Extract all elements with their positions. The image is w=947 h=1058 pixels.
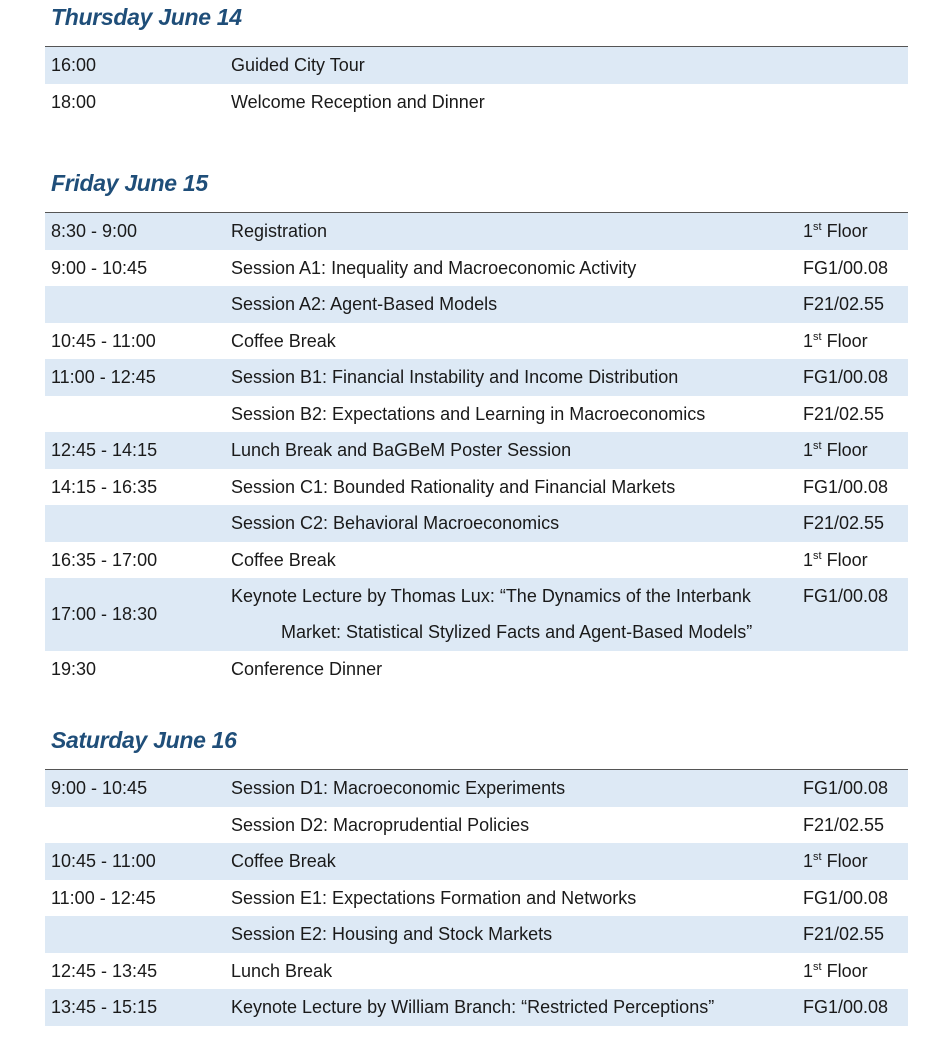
event-cell xyxy=(231,578,752,650)
time-cell: 13:45 - 15:15 xyxy=(51,997,158,1017)
event-cell: Lunch Break xyxy=(231,960,333,981)
room-cell: F21/02.55 xyxy=(803,513,885,533)
day-title: Saturday June 16 xyxy=(51,727,237,753)
day-title: Thursday June 14 xyxy=(51,4,242,30)
schedule-table xyxy=(45,212,908,688)
schedule-row xyxy=(45,359,908,396)
time-cell: 9:00 - 10:45 xyxy=(51,257,148,278)
event-cell: Coffee Break xyxy=(231,549,336,570)
time-cell: 9:00 - 10:45 xyxy=(51,778,148,798)
event-cell: Keynote Lecture by William Branch: “Restricted Perceptions” xyxy=(231,997,715,1017)
event-cell: Session A1: Inequality and Macroeconomic Activity xyxy=(231,257,637,278)
time-cell: 11:00 - 12:45 xyxy=(51,367,156,387)
schedule-row xyxy=(45,542,908,579)
event-line: Keynote Lecture by Thomas Lux: “The Dynamics of the Interbank xyxy=(231,586,751,606)
schedule-row xyxy=(45,989,908,1026)
schedule-row xyxy=(45,323,908,360)
event-cell: Welcome Reception and Dinner xyxy=(231,91,485,112)
event-cell: Conference Dinner xyxy=(231,659,383,679)
schedule-row xyxy=(45,47,908,84)
room-cell: FG1/00.08 xyxy=(803,586,889,606)
room-cell: 1st Floor xyxy=(803,549,868,570)
schedule-row xyxy=(45,651,908,688)
event-cell: Session B1: Financial Instability and Income Distribution xyxy=(231,367,679,387)
room-cell: FG1/00.08 xyxy=(803,887,889,908)
room-cell: FG1/00.08 xyxy=(803,476,889,497)
schedule-row xyxy=(45,250,908,287)
time-cell: 12:45 - 13:45 xyxy=(51,960,158,981)
room-cell: FG1/00.08 xyxy=(803,778,889,798)
schedule-row xyxy=(45,843,908,880)
time-cell: 11:00 - 12:45 xyxy=(51,887,156,908)
event-cell: Coffee Break xyxy=(231,851,336,871)
time-cell: 16:35 - 17:00 xyxy=(51,549,158,570)
event-cell: Session D1: Macroeconomic Experiments xyxy=(231,778,566,798)
schedule-row xyxy=(45,396,908,433)
schedule-row xyxy=(45,880,908,917)
room-cell: 1st Floor xyxy=(803,330,868,351)
room-cell: FG1/00.08 xyxy=(803,257,889,278)
room-cell: F21/02.55 xyxy=(803,924,885,944)
time-cell: 8:30 - 9:00 xyxy=(51,221,138,241)
schedule-row xyxy=(45,578,908,651)
schedule-table xyxy=(45,769,908,1026)
time-cell: 16:00 xyxy=(51,55,97,75)
event-cell: Session C2: Behavioral Macroeconomics xyxy=(231,513,560,533)
room-cell: F21/02.55 xyxy=(803,403,885,424)
room-cell: 1st Floor xyxy=(803,440,868,460)
event-cell: Session E1: Expectations Formation and Networks xyxy=(231,887,637,908)
room-cell: 1st Floor xyxy=(803,221,868,241)
event-cell: Session C1: Bounded Rationality and Financial Markets xyxy=(231,476,676,497)
day-title: Friday June 15 xyxy=(51,170,208,196)
event-cell: Guided City Tour xyxy=(231,55,365,75)
event-cell: Lunch Break and BaGBeM Poster Session xyxy=(231,440,572,460)
schedule-row xyxy=(45,432,908,469)
schedule-row xyxy=(45,505,908,542)
event-cell: Coffee Break xyxy=(231,330,336,351)
room-cell: FG1/00.08 xyxy=(803,997,889,1017)
schedule-row xyxy=(45,469,908,506)
schedule-table xyxy=(45,46,908,120)
schedule-row xyxy=(45,953,908,990)
event-line: Market: Statistical Stylized Facts and Agent-Based Models” xyxy=(281,622,753,642)
schedule-row xyxy=(45,807,908,844)
time-cell: 14:15 - 16:35 xyxy=(51,476,158,497)
time-cell: 17:00 - 18:30 xyxy=(51,604,158,624)
event-cell: Session D2: Macroprudential Policies xyxy=(231,814,530,835)
event-cell: Session E2: Housing and Stock Markets xyxy=(231,924,553,944)
time-cell: 10:45 - 11:00 xyxy=(51,330,156,351)
schedule-row xyxy=(45,213,908,250)
room-cell: 1st Floor xyxy=(803,960,868,981)
room-cell: F21/02.55 xyxy=(803,294,885,314)
room-cell: 1st Floor xyxy=(803,851,868,871)
room-cell: F21/02.55 xyxy=(803,814,885,835)
schedule-row xyxy=(45,770,908,807)
schedule-row xyxy=(45,84,908,121)
event-cell: Registration xyxy=(231,221,328,241)
event-cell: Session A2: Agent-Based Models xyxy=(231,294,498,314)
event-cell: Session B2: Expectations and Learning in Macroeconomics xyxy=(231,403,706,424)
time-cell: 19:30 xyxy=(51,659,97,679)
time-cell: 10:45 - 11:00 xyxy=(51,851,156,871)
time-cell: 12:45 - 14:15 xyxy=(51,440,158,460)
schedule-row xyxy=(45,286,908,323)
time-cell: 18:00 xyxy=(51,91,97,112)
room-cell: FG1/00.08 xyxy=(803,367,889,387)
schedule-row xyxy=(45,916,908,953)
